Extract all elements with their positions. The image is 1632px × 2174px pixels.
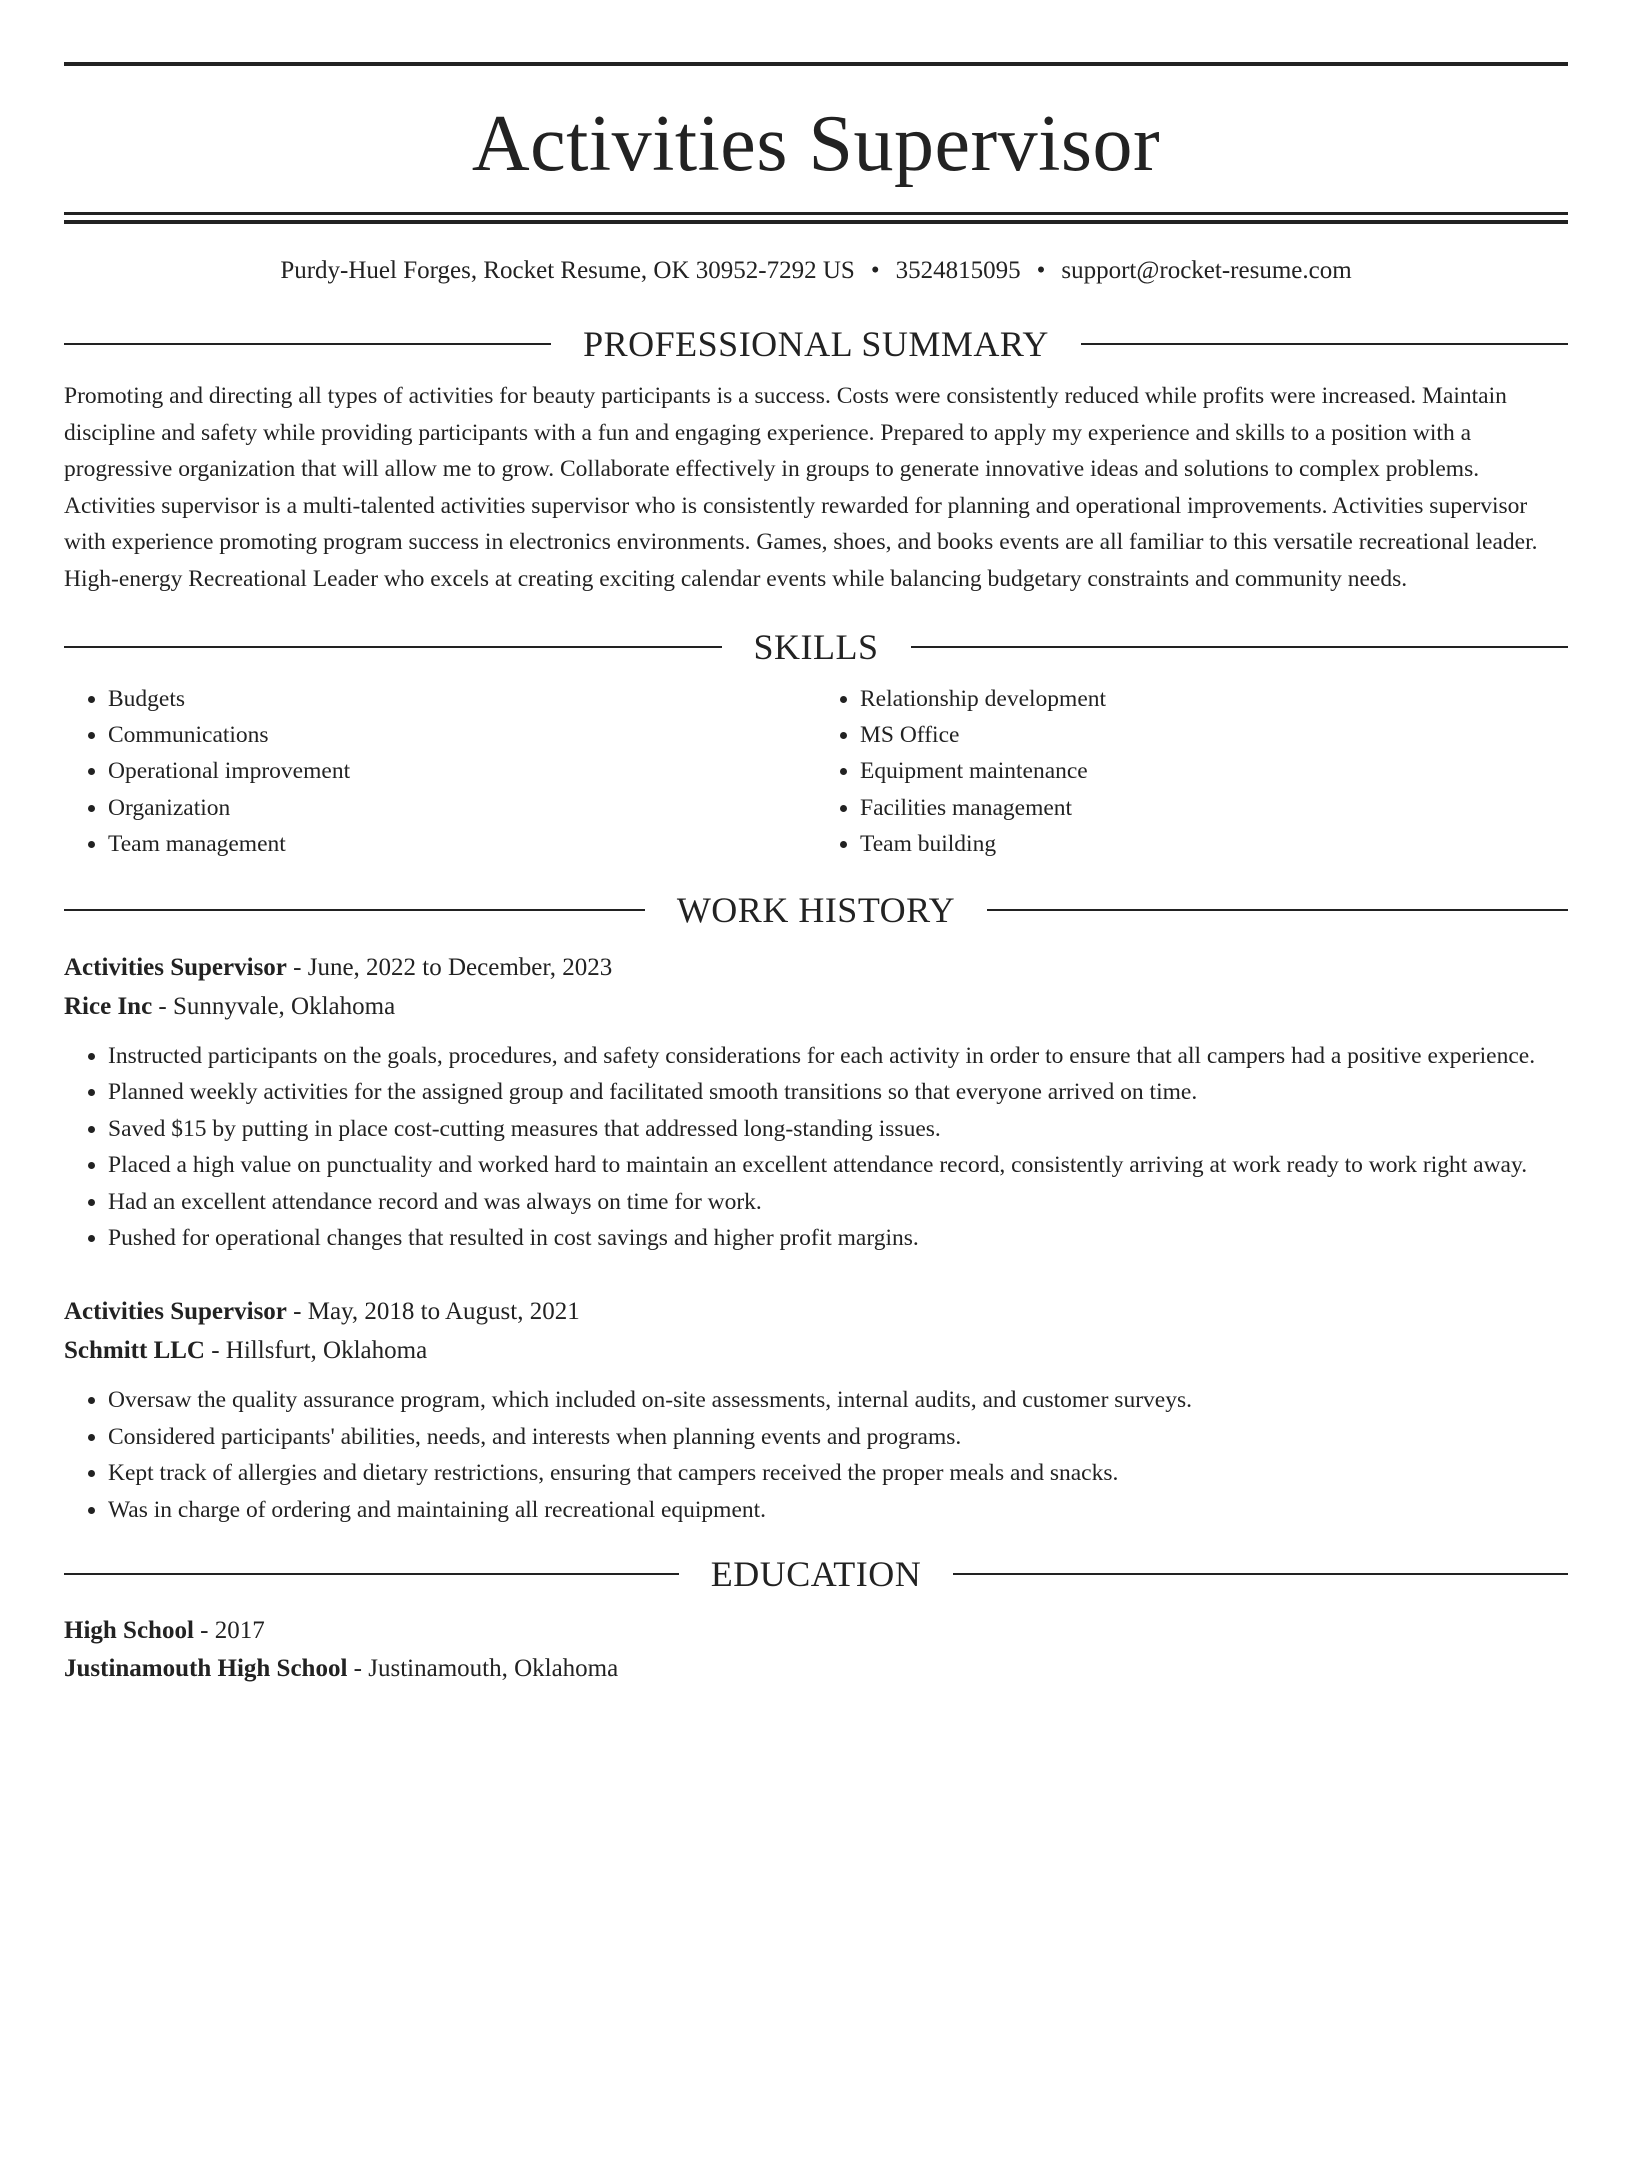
contact-phone: 3524815095 — [895, 257, 1021, 284]
contact-separator: • — [1036, 257, 1046, 284]
job-title-line — [64, 948, 1568, 987]
job-company-line — [64, 1331, 1568, 1370]
contact-line — [64, 254, 1568, 288]
title-double-rule — [64, 212, 1568, 224]
skills-heading-label: SKILLS — [753, 627, 879, 667]
skill-item: • Budgets — [108, 681, 816, 717]
skills-column-left — [64, 681, 816, 862]
job-company: Schmitt LLC — [64, 1337, 205, 1365]
heading-rule-right — [1081, 343, 1568, 345]
summary-text: Promoting and directing all types of activities for beauty participants is a success. Costs were consistently reduced while profits were increased. Maintain discipline and safety while providing participants with a fun and engaging experience. Prepared to apply my experience and skills to a position with a progressive organization that will allow me to grow. Collaborate effectively in groups to generate innovative ideas and solutions to complex problems. Activities supervisor is a multi-talented activities supervisor who is consistently rewarded for planning and operational improvements. Activities supervisor with experience promoting program success in electronics environments. Games, shoes, and books events are all familiar to this versatile recreational leader. High-energy Recreational Leader who excels at creating exciting calendar events while balancing budgetary constraints and community needs. — [64, 383, 1538, 592]
skill-item: • Communications — [108, 717, 816, 753]
skill-item: • Team building — [860, 826, 1568, 862]
summary-section-heading — [64, 324, 1568, 364]
education-degree: High School — [64, 1617, 194, 1645]
heading-rule-left — [64, 909, 645, 911]
contact-address: Purdy-Huel Forges, Rocket Resume, OK 30952-7292 US — [280, 257, 855, 284]
job-dates: - May, 2018 to August, 2021 — [286, 1298, 580, 1326]
skill-item: • Facilities management — [860, 790, 1568, 826]
education-location: - Justinamouth, Oklahoma — [347, 1655, 619, 1683]
job-location: - Sunnyvale, Oklahoma — [152, 993, 396, 1021]
skills-list — [64, 681, 1568, 862]
education-school-line — [64, 1650, 1568, 1688]
heading-rule-right — [987, 909, 1568, 911]
summary-heading-label: PROFESSIONAL SUMMARY — [583, 324, 1049, 364]
job-bullet: • Kept track of allergies and dietary restrictions, ensuring that campers received the proper meals and snacks. — [108, 1455, 1568, 1491]
resume-title: Activities Supervisor — [471, 100, 1161, 188]
contact-email: support@rocket-resume.com — [1061, 257, 1352, 284]
heading-rule-left — [64, 343, 551, 345]
job-title-line — [64, 1292, 1568, 1331]
education-school: Justinamouth High School — [64, 1655, 348, 1683]
job-bullet: • Planned weekly activities for the assigned group and facilitated smooth transitions so that everyone arrived on time. — [108, 1074, 1568, 1110]
skills-section-heading — [64, 627, 1568, 667]
heading-rule-right — [911, 646, 1569, 648]
skill-item: • Relationship development — [860, 681, 1568, 717]
job-bullets — [64, 1382, 1568, 1528]
skill-item: • MS Office — [860, 717, 1568, 753]
skill-item: • Team management — [108, 826, 816, 862]
resume-page — [0, 62, 1632, 2174]
work-heading-label: WORK HISTORY — [676, 890, 956, 931]
education-heading-label: EDUCATION — [710, 1554, 922, 1595]
top-rule — [64, 62, 1568, 66]
job-entry — [64, 948, 1568, 1256]
skills-column-right — [816, 681, 1568, 862]
education-year: - 2017 — [193, 1617, 265, 1645]
job-bullet: • Oversaw the quality assurance program, which included on-site assessments, internal audits, and customer surveys. — [108, 1382, 1568, 1418]
job-bullet: • Placed a high value on punctuality and worked hard to maintain an excellent attendance record, consistently arriving at work ready to work right away. — [108, 1147, 1568, 1183]
job-bullets — [64, 1038, 1568, 1256]
job-title: Activities Supervisor — [64, 954, 287, 982]
job-company: Rice Inc — [64, 993, 153, 1021]
heading-rule-left — [64, 1573, 679, 1575]
job-location: - Hillsfurt, Oklahoma — [204, 1337, 428, 1365]
skill-item: • Equipment maintenance — [860, 753, 1568, 789]
job-bullet: • Considered participants' abilities, needs, and interests when planning events and programs. — [108, 1419, 1568, 1455]
work-section-heading — [64, 890, 1568, 930]
contact-separator: • — [870, 257, 880, 284]
job-bullet: • Saved $15 by putting in place cost-cutting measures that addressed long-standing issues. — [108, 1111, 1568, 1147]
job-bullet: • Instructed participants on the goals, procedures, and safety considerations for each activity in order to ensure that all campers had a positive experience. — [108, 1038, 1568, 1074]
job-dates: - June, 2022 to December, 2023 — [286, 954, 613, 982]
job-bullet: • Had an excellent attendance record and was always on time for work. — [108, 1184, 1568, 1220]
skill-item: • Operational improvement — [108, 753, 816, 789]
job-title: Activities Supervisor — [64, 1298, 287, 1326]
education-section-heading — [64, 1554, 1568, 1594]
job-entry — [64, 1292, 1568, 1528]
job-bullet: • Was in charge of ordering and maintaining all recreational equipment. — [108, 1492, 1568, 1528]
education-degree-line — [64, 1612, 1568, 1650]
skill-item: • Organization — [108, 790, 816, 826]
job-company-line — [64, 987, 1568, 1026]
heading-rule-right — [953, 1573, 1568, 1575]
heading-rule-left — [64, 646, 722, 648]
job-bullet: • Pushed for operational changes that resulted in cost savings and higher profit margins. — [108, 1220, 1568, 1256]
